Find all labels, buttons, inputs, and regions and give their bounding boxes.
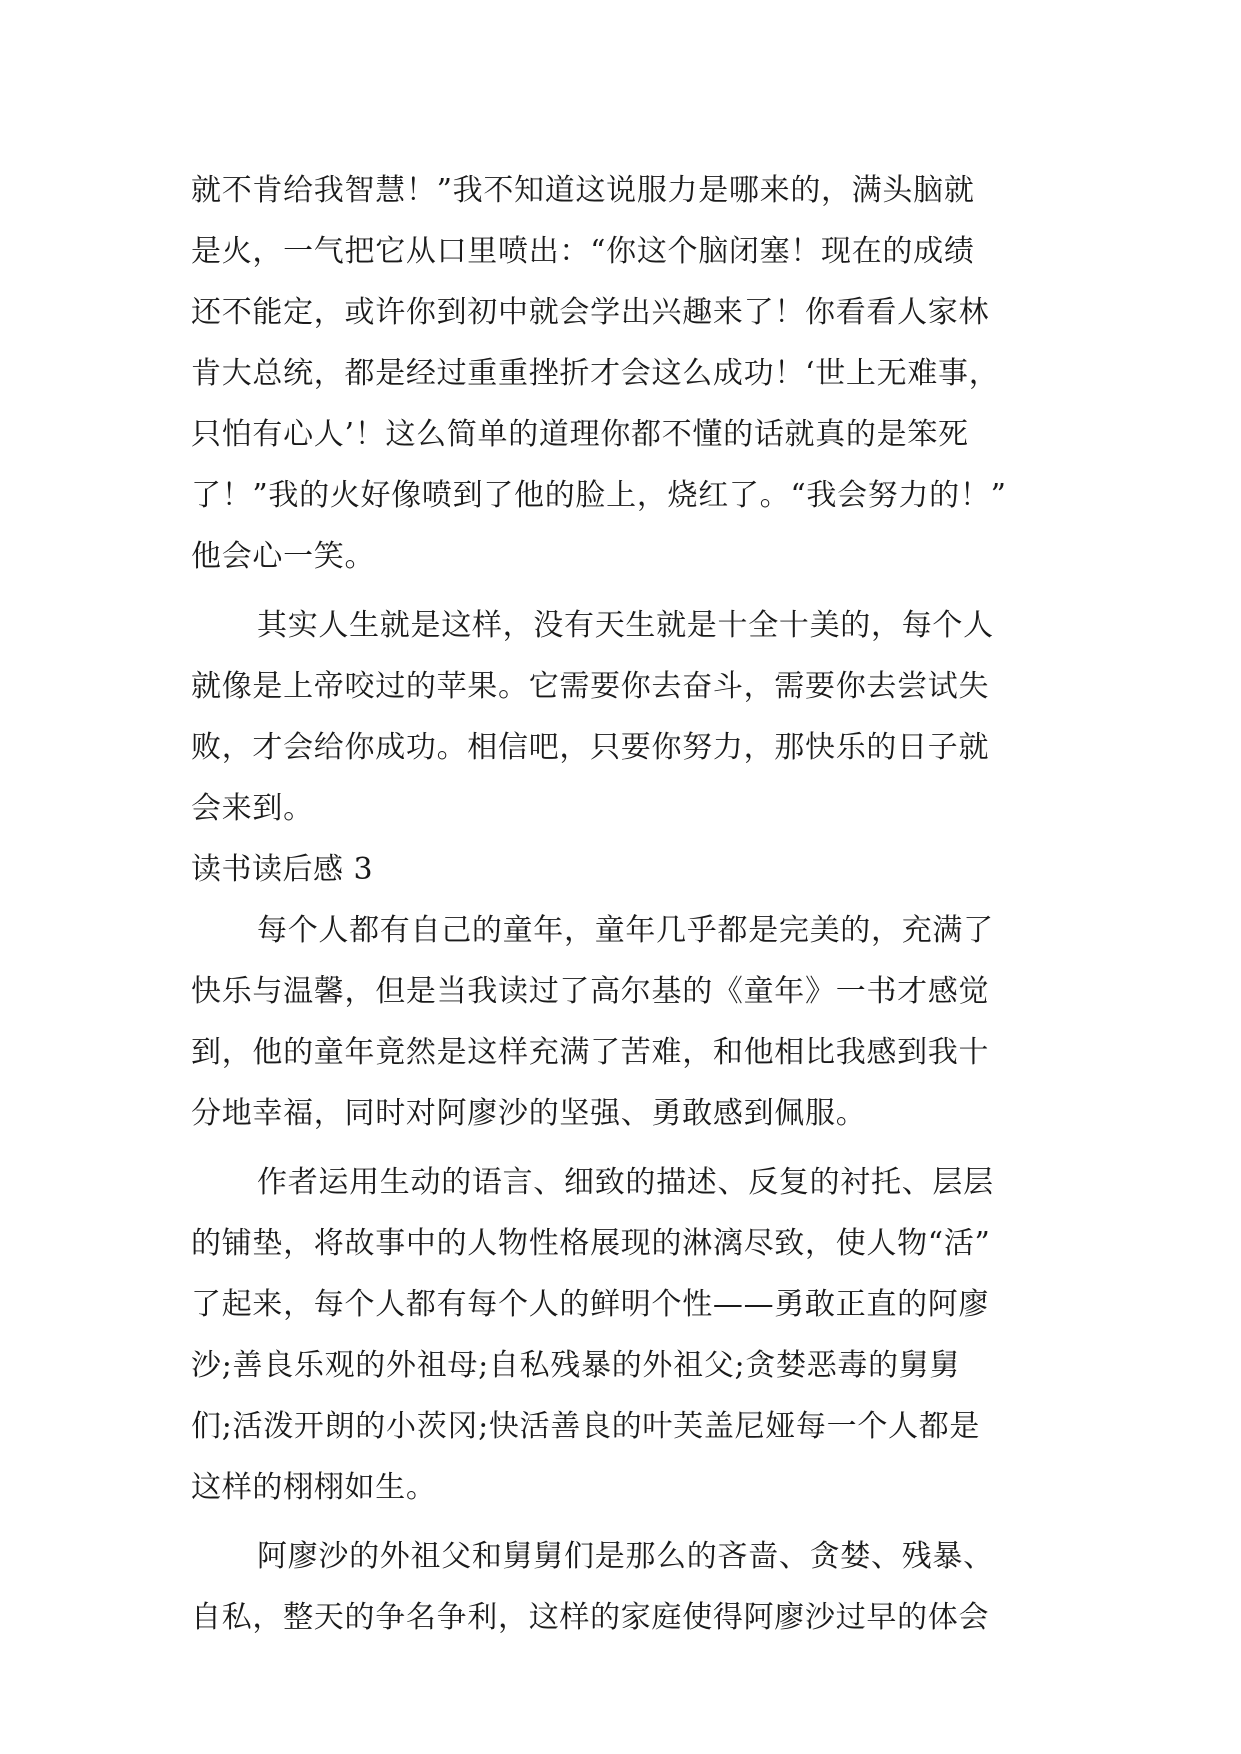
paragraph-gap — [191, 587, 1061, 595]
text-line: 作者运用生动的语言、细致的描述、反复的衬托、层层 — [257, 1165, 994, 1200]
paragraph — [191, 900, 1061, 1144]
text-line: 分地幸福，同时对阿廖沙的坚强、勇敢感到佩服。 — [191, 1096, 867, 1131]
paragraph — [191, 1152, 1061, 1518]
paragraph-gap — [191, 1518, 1061, 1526]
text-line: 败，才会给你成功。相信吧，只要你努力，那快乐的日子就 — [191, 730, 990, 765]
paragraph — [191, 595, 1061, 839]
text-line: 自私，整天的争名争利，这样的家庭使得阿廖沙过早的体会 — [191, 1600, 990, 1635]
text-line: 其实人生就是这样，没有天生就是十全十美的，每个人 — [257, 608, 994, 643]
text-line: 这样的栩栩如生。 — [191, 1470, 437, 1505]
document-body — [191, 160, 1061, 1648]
text-line: 肯大总统，都是经过重重挫折才会这么成功！‘世上无难事， — [191, 356, 1000, 391]
text-line: 的铺垫，将故事中的人物性格展现的淋漓尽致，使人物“活” — [191, 1226, 991, 1261]
paragraph — [191, 1526, 1061, 1648]
text-line: 是火，一气把它从口里喷出：“你这个脑闭塞！现在的成绩 — [191, 234, 975, 269]
text-line: 了！”我的火好像喷到了他的脸上，烧红了。“我会努力的！” — [191, 478, 1007, 513]
text-line: 就像是上帝咬过的苹果。它需要你去奋斗，需要你去尝试失 — [191, 669, 990, 704]
text-line: 会来到。 — [191, 791, 314, 826]
text-line: 了起来，每个人都有每个人的鲜明个性——勇敢正直的阿廖 — [191, 1287, 990, 1322]
text-line: 沙;善良乐观的外祖母;自私残暴的外祖父;贪婪恶毒的舅舅 — [191, 1348, 961, 1383]
text-line: 们;活泼开朗的小茨冈;快活善良的叶芙盖尼娅每一个人都是 — [191, 1409, 981, 1444]
text-line: 就不肯给我智慧！”我不知道这说服力是哪来的，满头脑就 — [191, 173, 975, 208]
text-line: 每个人都有自己的童年，童年几乎都是完美的，充满了 — [257, 913, 994, 948]
paragraph-gap — [191, 1144, 1061, 1152]
text-line: 只怕有心人’！这么简单的道理你都不懂的话就真的是笨死 — [191, 417, 969, 452]
text-line: 阿廖沙的外祖父和舅舅们是那么的吝啬、贪婪、残暴、 — [257, 1539, 994, 1574]
section-title: 读书读后感 3 — [191, 852, 374, 887]
text-line: 还不能定，或许你到初中就会学出兴趣来了！你看看人家林 — [191, 295, 990, 330]
text-line: 他会心一笑。 — [191, 539, 376, 574]
paragraph — [191, 160, 1061, 587]
text-line: 快乐与温馨，但是当我读过了高尔基的《童年》一书才感觉 — [191, 974, 990, 1009]
text-line: 到，他的童年竟然是这样充满了苦难，和他相比我感到我十 — [191, 1035, 990, 1070]
